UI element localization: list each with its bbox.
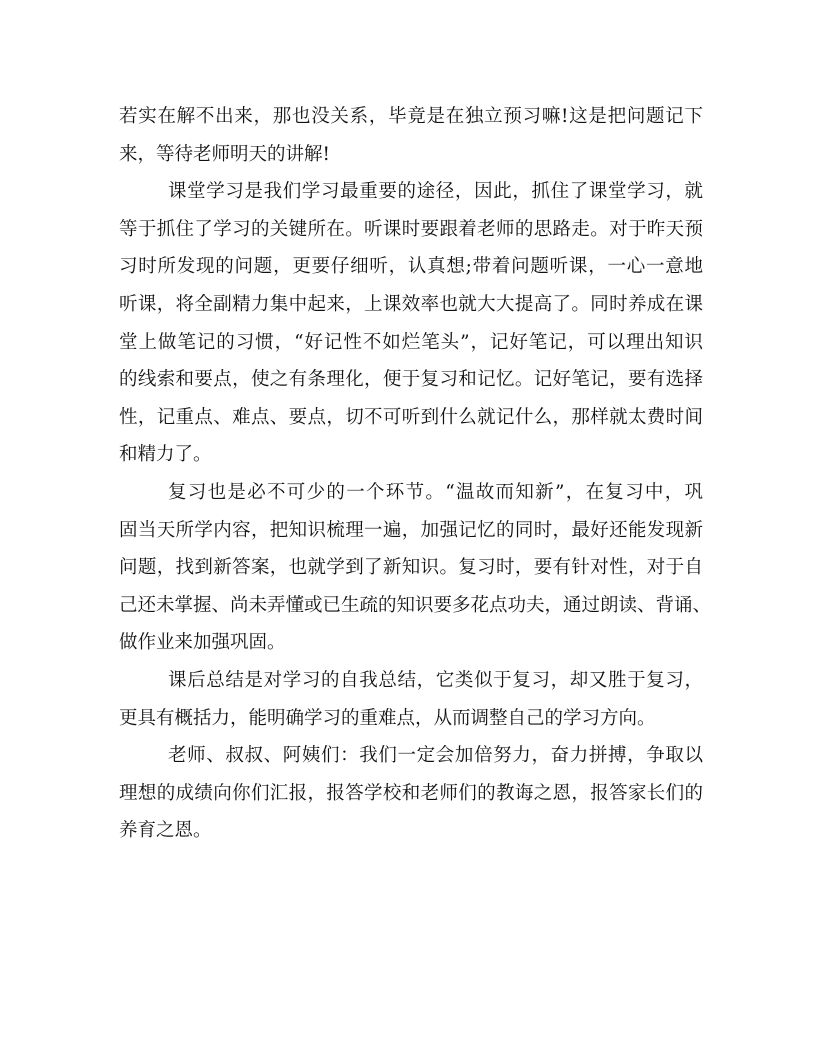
text-line: 和精力了。 (119, 444, 212, 466)
text-line: 固当天所学内容，把知识梳理一遍，加强记忆的同时，最好还能发现新 (119, 519, 703, 541)
text-line: 更具有概括力，能明确学习的重难点，从而调整自己的学习方向。 (119, 707, 656, 729)
text-line: 来，等待老师明天的讲解! (119, 143, 330, 165)
document-body (119, 98, 712, 850)
paragraph-first-line: 老师、叔叔、阿姨们：我们一定会加倍努力，奋力拼搏，争取以 (168, 745, 703, 767)
text-line: 听课，将全副精力集中起来，上课效率也就大大提高了。同时养成在课 (119, 293, 703, 315)
text-line: 的线索和要点，使之有条理化，便于复习和记忆。记好笔记，要有选择 (119, 369, 703, 391)
paragraph-first-line: 复习也是必不可少的一个环节。“温故而知新”，在复习中，巩 (168, 481, 703, 503)
text-line: 己还未掌握、尚未弄懂或已生疏的知识要多花点功夫，通过朗读、背诵、 (119, 594, 712, 616)
text-line: 若实在解不出来，那也没关系，毕竟是在独立预习嘛!这是把问题记下 (119, 106, 703, 127)
text-line: 性，记重点、难点、要点，切不可听到什么就记什么，那样就太费时间 (119, 406, 703, 428)
text-line: 习时所发现的问题，更要仔细听，认真想;带着问题听课，一心一意地 (119, 256, 703, 278)
paragraph-first-line: 课堂学习是我们学习最重要的途径，因此，抓住了课堂学习，就 (168, 181, 703, 203)
paragraph-first-line: 课后总结是对学习的自我总结，它类似于复习，却又胜于复习， (168, 669, 703, 691)
text-line: 理想的成绩向你们汇报，报答学校和老师们的教诲之恩，报答家长们的 (119, 782, 703, 804)
text-line: 养育之恩。 (119, 820, 212, 842)
text-line: 做作业来加强巩固。 (119, 632, 286, 654)
text-line: 问题，找到新答案，也就学到了新知识。复习时，要有针对性，对于自 (119, 557, 703, 579)
text-line: 等于抓住了学习的关键所在。听课时要跟着老师的思路走。对于昨天预 (119, 218, 703, 240)
text-line: 堂上做笔记的习惯，“好记性不如烂笔头”，记好笔记，可以理出知识 (119, 331, 703, 353)
